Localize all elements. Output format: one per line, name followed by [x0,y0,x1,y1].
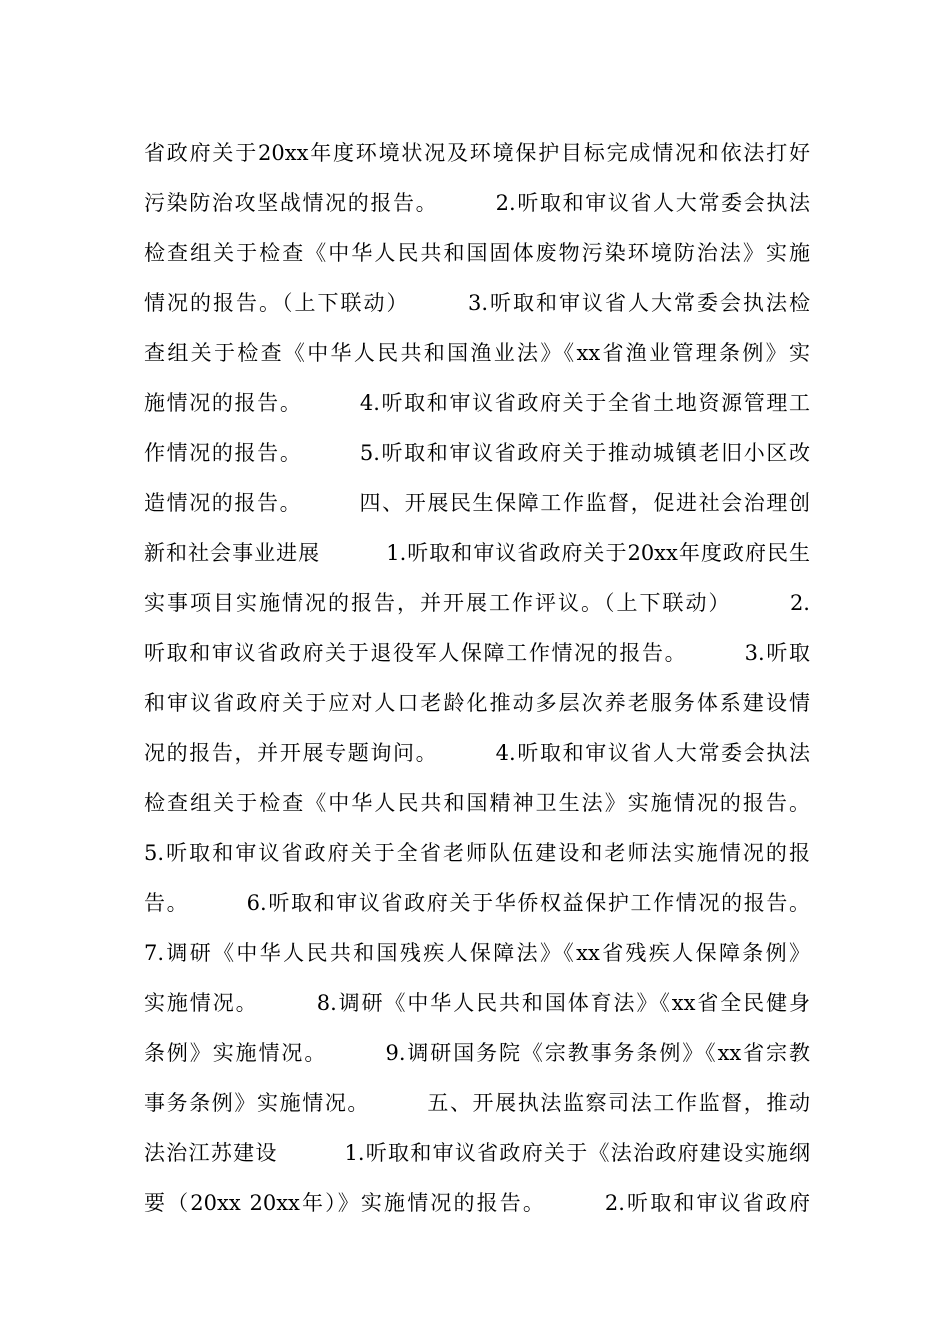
text-line: 和审议省政府关于应对人口老龄化推动多层次养老服务体系建设情 [144,691,810,715]
text-line: 情况的报告。（上下联动） 3.听取和审议省人大常委会执法检 [144,291,810,315]
text-line: 作情况的报告。 5.听取和审议省政府关于推动城镇老旧小区改 [144,441,810,465]
text-line: 实事项目实施情况的报告，并开展工作评议。（上下联动） 2. [144,591,810,615]
text-line: 条例》实施情况。 9.调研国务院《宗教事务条例》《xx省宗教 [144,1041,810,1065]
text-line: 查组关于检查《中华人民共和国渔业法》《xx省渔业管理条例》实 [144,341,810,365]
text-line: 新和社会事业进展 1.听取和审议省政府关于20xx年度政府民生 [144,541,810,565]
text-line: 施情况的报告。 4.听取和审议省政府关于全省土地资源管理工 [144,391,810,415]
text-line: 实施情况。 8.调研《中华人民共和国体育法》《xx省全民健身 [144,991,810,1015]
text-line: 况的报告，并开展专题询问。 4.听取和审议省人大常委会执法 [144,741,810,765]
text-line: 检查组关于检查《中华人民共和国精神卫生法》实施情况的报告。 [144,791,810,815]
text-line: 省政府关于20xx年度环境状况及环境保护目标完成情况和依法打好 [144,141,810,165]
text-line: 检查组关于检查《中华人民共和国固体废物污染环境防治法》实施 [144,241,810,265]
text-line: 听取和审议省政府关于退役军人保障工作情况的报告。 3.听取 [144,641,810,665]
text-line: 要（20xx 20xx年）》实施情况的报告。 2.听取和审议省政府 [144,1191,810,1215]
text-line: 7.调研《中华人民共和国残疾人保障法》《xx省残疾人保障条例》 [144,941,810,965]
text-line: 5.听取和审议省政府关于全省老师队伍建设和老师法实施情况的报 [144,841,810,865]
text-line: 法治江苏建设 1.听取和审议省政府关于《法治政府建设实施纲 [144,1141,810,1165]
text-line: 告。 6.听取和审议省政府关于华侨权益保护工作情况的报告。 [144,891,810,915]
body-text [144,128,810,1228]
text-line: 事务条例》实施情况。 五、开展执法监察司法工作监督，推动 [144,1091,810,1115]
text-line: 污染防治攻坚战情况的报告。 2.听取和审议省人大常委会执法 [144,191,810,215]
text-line: 造情况的报告。 四、开展民生保障工作监督，促进社会治理创 [144,491,810,515]
